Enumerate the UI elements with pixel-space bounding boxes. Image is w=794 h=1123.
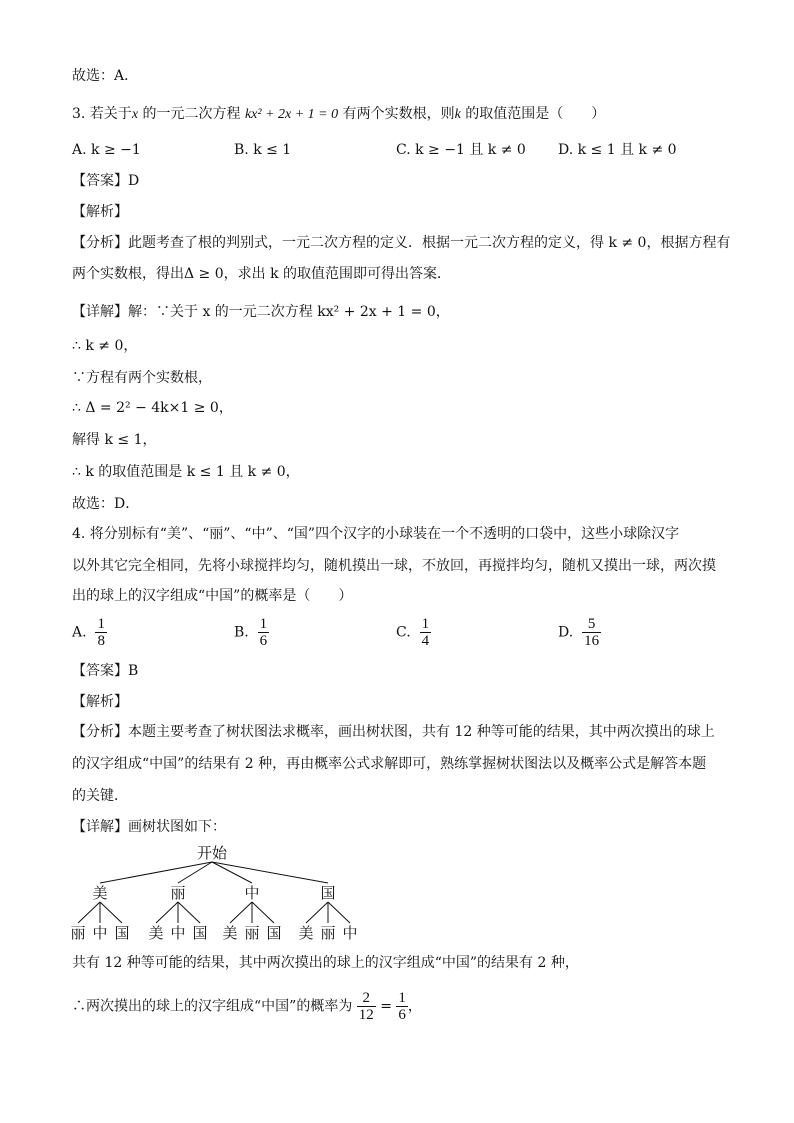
fraction [420,616,432,649]
solution-text: ∴ k 的取值范围是 k ≤ 1 且 k ≠ 0， [72,464,300,480]
result-text: 共有 12 种等可能的结果，其中两次摸出的球上的汉字组成“中国”的结果有 2 种， [72,955,579,971]
answer-label: 【答案】D [72,173,140,189]
text: 有两个实数根，则 [338,106,455,122]
denominator: 4 [421,633,430,649]
math: x [131,107,139,122]
tree-leaf-label: 丽 [320,924,336,942]
numerator: 1 [259,616,268,632]
tree-node-label: 中 [244,884,260,902]
equation: kx² + 2x + 1 = 0 [244,107,339,122]
fraction [396,990,408,1023]
tree-branch [78,902,100,923]
tree-node-label: 丽 [170,884,186,902]
solution-text: 解得 k ≤ 1， [72,432,157,448]
question-4-stem: 4. 将分别标有“美”、“丽”、“中”、“国”四个汉字的小球装在一个不透明的口袋中，这些小球除汉字 [72,526,680,542]
tree-leaf-label: 国 [192,924,208,942]
question-3-stem [72,104,605,125]
numerator: 2 [362,990,371,1006]
answer-label: 【答案】B [72,663,139,679]
numerator: 1 [398,990,406,1006]
option-a: A. k ≥ −1 [72,142,141,158]
numerator: 1 [421,616,430,632]
tree-leaf-label: 美 [148,924,164,942]
solution-text: ∵方程有两个实数根， [72,370,212,386]
text: ∴两次摸出的球上的汉字组成“中国”的概率为 [72,998,353,1015]
text: 的一元二次方程 [138,106,245,122]
solution-text: ∴ k ≠ 0， [72,338,138,354]
analysis-text: 的关键． [72,788,128,804]
question-4-stem: 以外其它完全相同，先将小球搅拌均匀，随机摸出一球，不放回，再搅拌均匀，随机又摸出一球，两次摸 [72,558,716,574]
option-d [558,616,601,649]
denominator: 6 [398,1007,406,1023]
tree-branch [100,902,122,923]
tree-branch [156,902,178,923]
tree-branch [328,902,350,923]
analysis-text: 的汉字组成“中国”的结果有 2 种，再由概率公式求解即可，熟练掌握树状图法以及概率公式是解答本题 [72,756,707,772]
option-c [396,616,431,649]
text-line: 故选：A． [72,68,139,84]
tree-branch [252,902,274,923]
option-a [72,616,107,649]
numerator: 5 [587,616,596,632]
tree-node-label: 美 [92,884,108,902]
text: 3. 若关于 [72,106,132,122]
analysis-label: 【解析】 [72,694,128,710]
tree-leaf-label: 国 [266,924,282,942]
fraction [258,616,270,649]
analysis-text: 【分析】本题主要考查了树状图法求概率，画出树状图，共有 12 种等可能的结果，其中两次摸出的球上 [72,724,715,740]
option-letter: A. [72,624,87,641]
equals-sign: = [380,998,392,1015]
question-4-stem: 出的球上的汉字组成“中国”的概率是（ ） [72,588,353,604]
tree-leaf-label: 丽 [70,924,86,942]
tree-leaf-label: 丽 [244,924,260,942]
option-b: B. k ≤ 1 [234,142,292,158]
option-b [234,616,269,649]
solution-text: 【详解】画树状图如下： [72,819,226,835]
text: 的取值范围是（ ） [460,106,606,122]
solution-text: 【详解】解：∵关于 x 的一元二次方程 kx² + 2x + 1 = 0， [72,304,450,320]
tree-branch [230,902,252,923]
analysis-text: 两个实数根，得出Δ ≥ 0，求出 k 的取值范围即可得出答案． [72,266,452,282]
option-d: D. k ≤ 1 且 k ≠ 0 [558,142,677,158]
denominator: 6 [259,633,268,649]
fraction [95,616,107,649]
fraction [357,990,376,1023]
solution-text: 故选：D． [72,496,140,512]
tree-branch [306,902,328,923]
option-c: C. k ≥ −1 且 k ≠ 0 [396,142,526,158]
tree-leaf-label: 国 [114,924,130,942]
tree-leaf-label: 美 [298,924,314,942]
analysis-text: 【分析】此题考查了根的判别式，一元二次方程的定义．根据一元二次方程的定义，得 k ≠ 0，根据方程有 [72,235,731,251]
denominator: 8 [97,633,105,649]
text: ， [407,998,422,1015]
fraction [582,616,601,649]
option-letter: B. [234,624,249,641]
denominator: 16 [584,633,600,649]
tree-root-label: 开始 [196,844,228,862]
tree-branch [212,862,328,883]
analysis-label: 【解析】 [72,204,128,220]
tree-leaf-label: 中 [342,924,358,942]
solution-text: ∴ Δ = 2² − 4k×1 ≥ 0， [72,400,233,416]
tree-leaf-label: 中 [170,924,186,942]
tree-leaf-label: 中 [92,924,108,942]
tree-branch [178,902,200,923]
tree-leaf-label: 美 [222,924,238,942]
denominator: 12 [358,1007,374,1023]
option-letter: D. [558,624,574,641]
option-letter: C. [396,624,411,641]
result-text [72,990,422,1023]
tree-diagram [60,840,380,946]
math: k [454,107,461,122]
numerator: 1 [97,616,105,632]
tree-node-label: 国 [320,884,336,902]
